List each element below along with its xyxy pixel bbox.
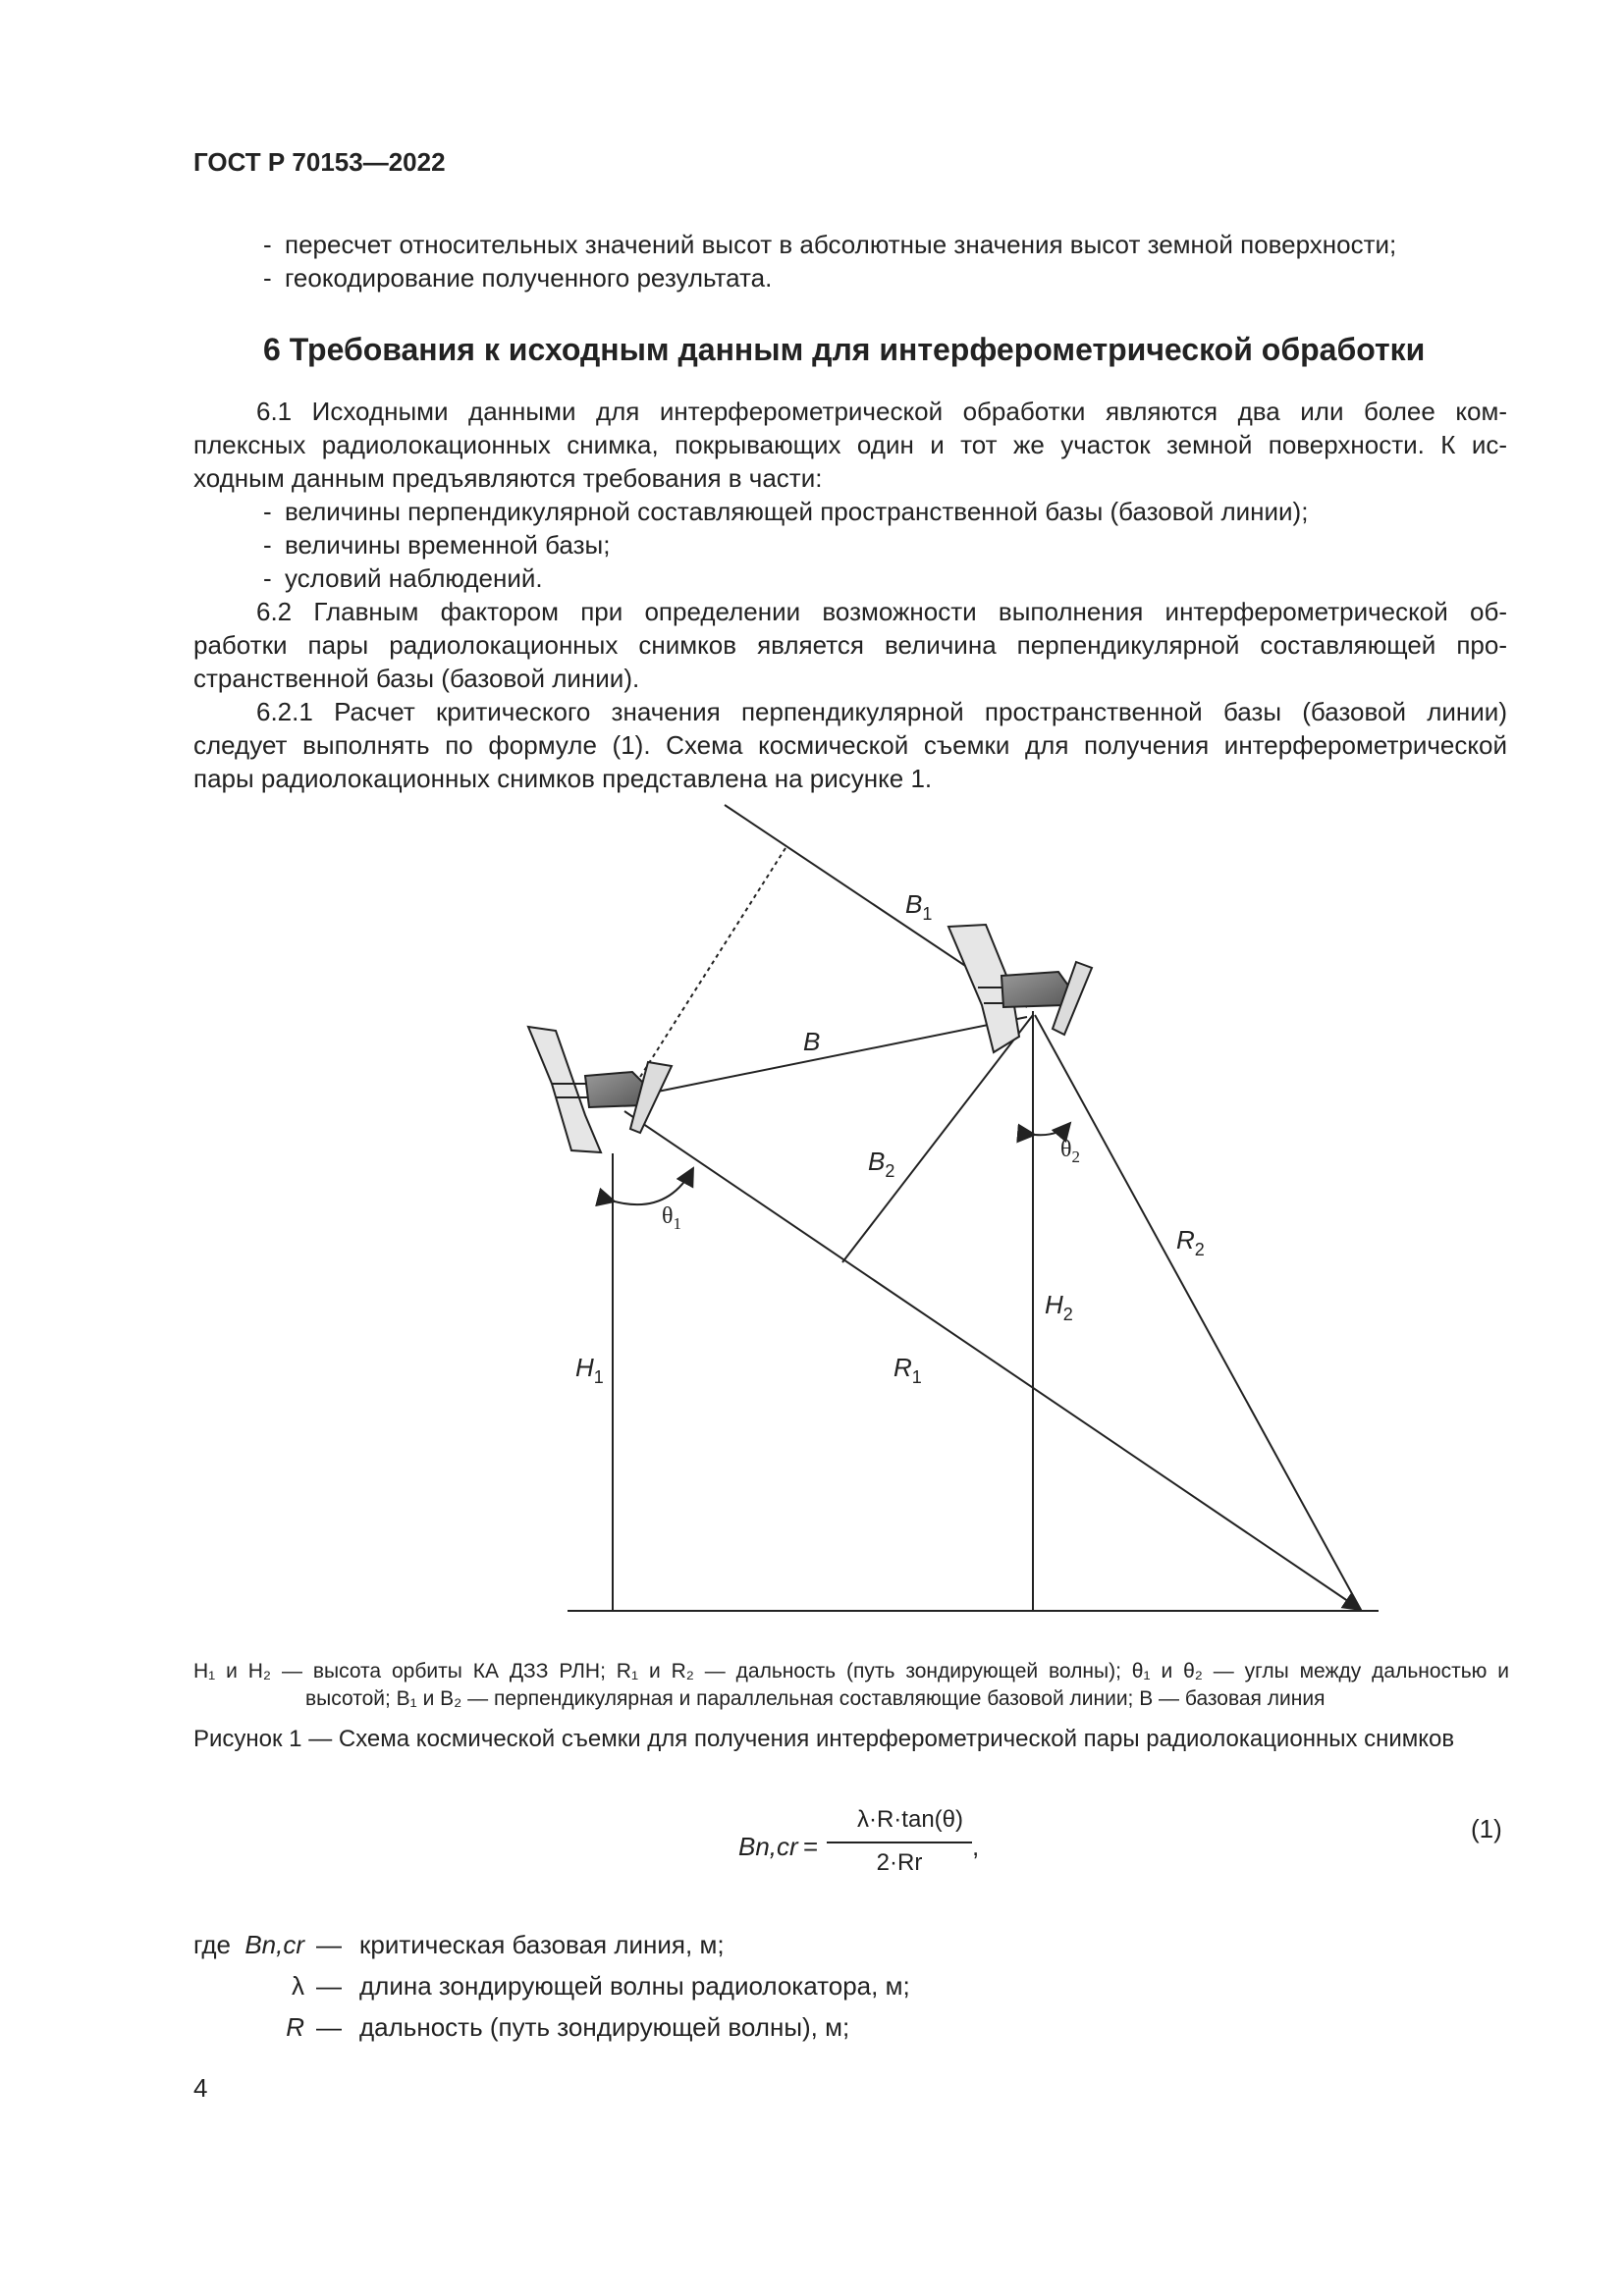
equation-number: (1)	[1471, 1814, 1502, 1843]
paragraph-line: 6.1 Исходными данными для интерферометрической обработки являются два или более ком-	[256, 397, 1507, 426]
where-dash: —	[316, 1971, 342, 2001]
fraction-bar	[827, 1842, 972, 1843]
where-symbol: Bn,cr	[244, 1930, 304, 1959]
page-number: 4	[193, 2073, 208, 2103]
b2-line	[842, 1015, 1033, 1262]
section-heading: 6 Требования к исходным данным для интерферометрической обработки	[263, 332, 1426, 367]
label-b2: $B_2$	[868, 1147, 895, 1181]
list-item: условий наблюдений.	[285, 563, 543, 593]
baseline-b	[628, 1017, 1027, 1097]
where-symbol: λ	[292, 1971, 304, 2001]
list-item: пересчет относительных значений высот в абсолютные значения высот земной поверхности;	[285, 230, 1397, 259]
figure-legend-line: H₁ и H₂ — высота орбиты КА ДЗЗ РЛН; R₁ и R₂ — дальность (путь зондирующей волны); θ₁ и θ₂ — углы между дальностью и	[193, 1660, 1509, 1682]
where-dash: —	[316, 1930, 342, 1959]
where-symbol: R	[286, 2012, 304, 2042]
document-header: ГОСТ Р 70153—2022	[193, 147, 446, 177]
theta2-arc	[1035, 1123, 1070, 1135]
where-text: длина зондирующей волны радиолокатора, м;	[359, 1971, 910, 2001]
label-h1: $H_1$	[575, 1353, 604, 1387]
paragraph-line: следует выполнять по формуле (1). Схема космической съемки для получения интерферометрической	[193, 730, 1507, 760]
paragraph-line: ходным данным предъявляются требования в части:	[193, 463, 823, 493]
paragraph-line: работки пары радиолокационных снимков является величина перпендикулярной составляющей про-	[193, 630, 1507, 660]
theta1-arc	[615, 1168, 693, 1204]
list-item: величины временной базы;	[285, 530, 611, 560]
label-h2: $H_2$	[1045, 1290, 1073, 1324]
paragraph-line: плексных радиолокационных снимка, покрывающих один и тот же участок земной поверхности. К ис-	[193, 430, 1507, 459]
label-theta2: $\theta_2$	[1060, 1137, 1080, 1166]
list-dash: -	[263, 563, 272, 593]
list-item: геокодирование полученного результата.	[285, 263, 773, 293]
formula-comma: ,	[972, 1832, 980, 1861]
figure-caption: Рисунок 1 — Схема космической съемки для получения интерферометрической пары радиолокационных снимков	[193, 1726, 1455, 1752]
list-dash: -	[263, 263, 272, 293]
paragraph-line: 6.2.1 Расчет критического значения перпендикулярной пространственной базы (базовой линии)	[256, 697, 1507, 726]
paragraph-line: странственной базы (базовой линии).	[193, 664, 640, 693]
r1-line	[624, 1111, 1361, 1610]
where-text: дальность (путь зондирующей волны), м;	[359, 2012, 850, 2042]
formula-equals: =	[803, 1832, 819, 1861]
label-b: B	[803, 1027, 821, 1056]
formula-numerator: λ·R·tan(θ)	[856, 1806, 963, 1833]
formula-1	[738, 1806, 994, 1885]
paragraph-line: пары радиолокационных снимков представлена на рисунке 1.	[193, 764, 933, 793]
paragraph-line: 6.2 Главным фактором при определении возможности выполнения интерферометрической об-	[256, 597, 1507, 626]
r2-line	[1035, 1015, 1361, 1610]
formula-denominator: 2·Rr	[876, 1849, 923, 1876]
satellite-1-icon	[528, 1027, 672, 1152]
list-item: величины перпендикулярной составляющей пространственной базы (базовой линии);	[285, 497, 1309, 526]
label-r1: $R_1$	[893, 1353, 922, 1387]
list-dash: -	[263, 230, 272, 259]
dotted-projection	[628, 848, 785, 1095]
label-theta1: $\theta_1$	[662, 1203, 681, 1233]
list-dash: -	[263, 497, 272, 526]
figure-legend-line: высотой; B₁ и B₂ — перпендикулярная и параллельная составляющие базовой линии; B — базовая линия	[305, 1687, 1326, 1710]
label-r2: $R_2$	[1176, 1225, 1205, 1259]
formula-lhs: Bn,cr	[738, 1832, 798, 1861]
label-b1: $B_1$	[905, 889, 933, 924]
list-dash: -	[263, 530, 272, 560]
where-dash: —	[316, 2012, 342, 2042]
where-text: критическая базовая линия, м;	[359, 1930, 725, 1959]
where-intro: где	[193, 1930, 231, 1959]
